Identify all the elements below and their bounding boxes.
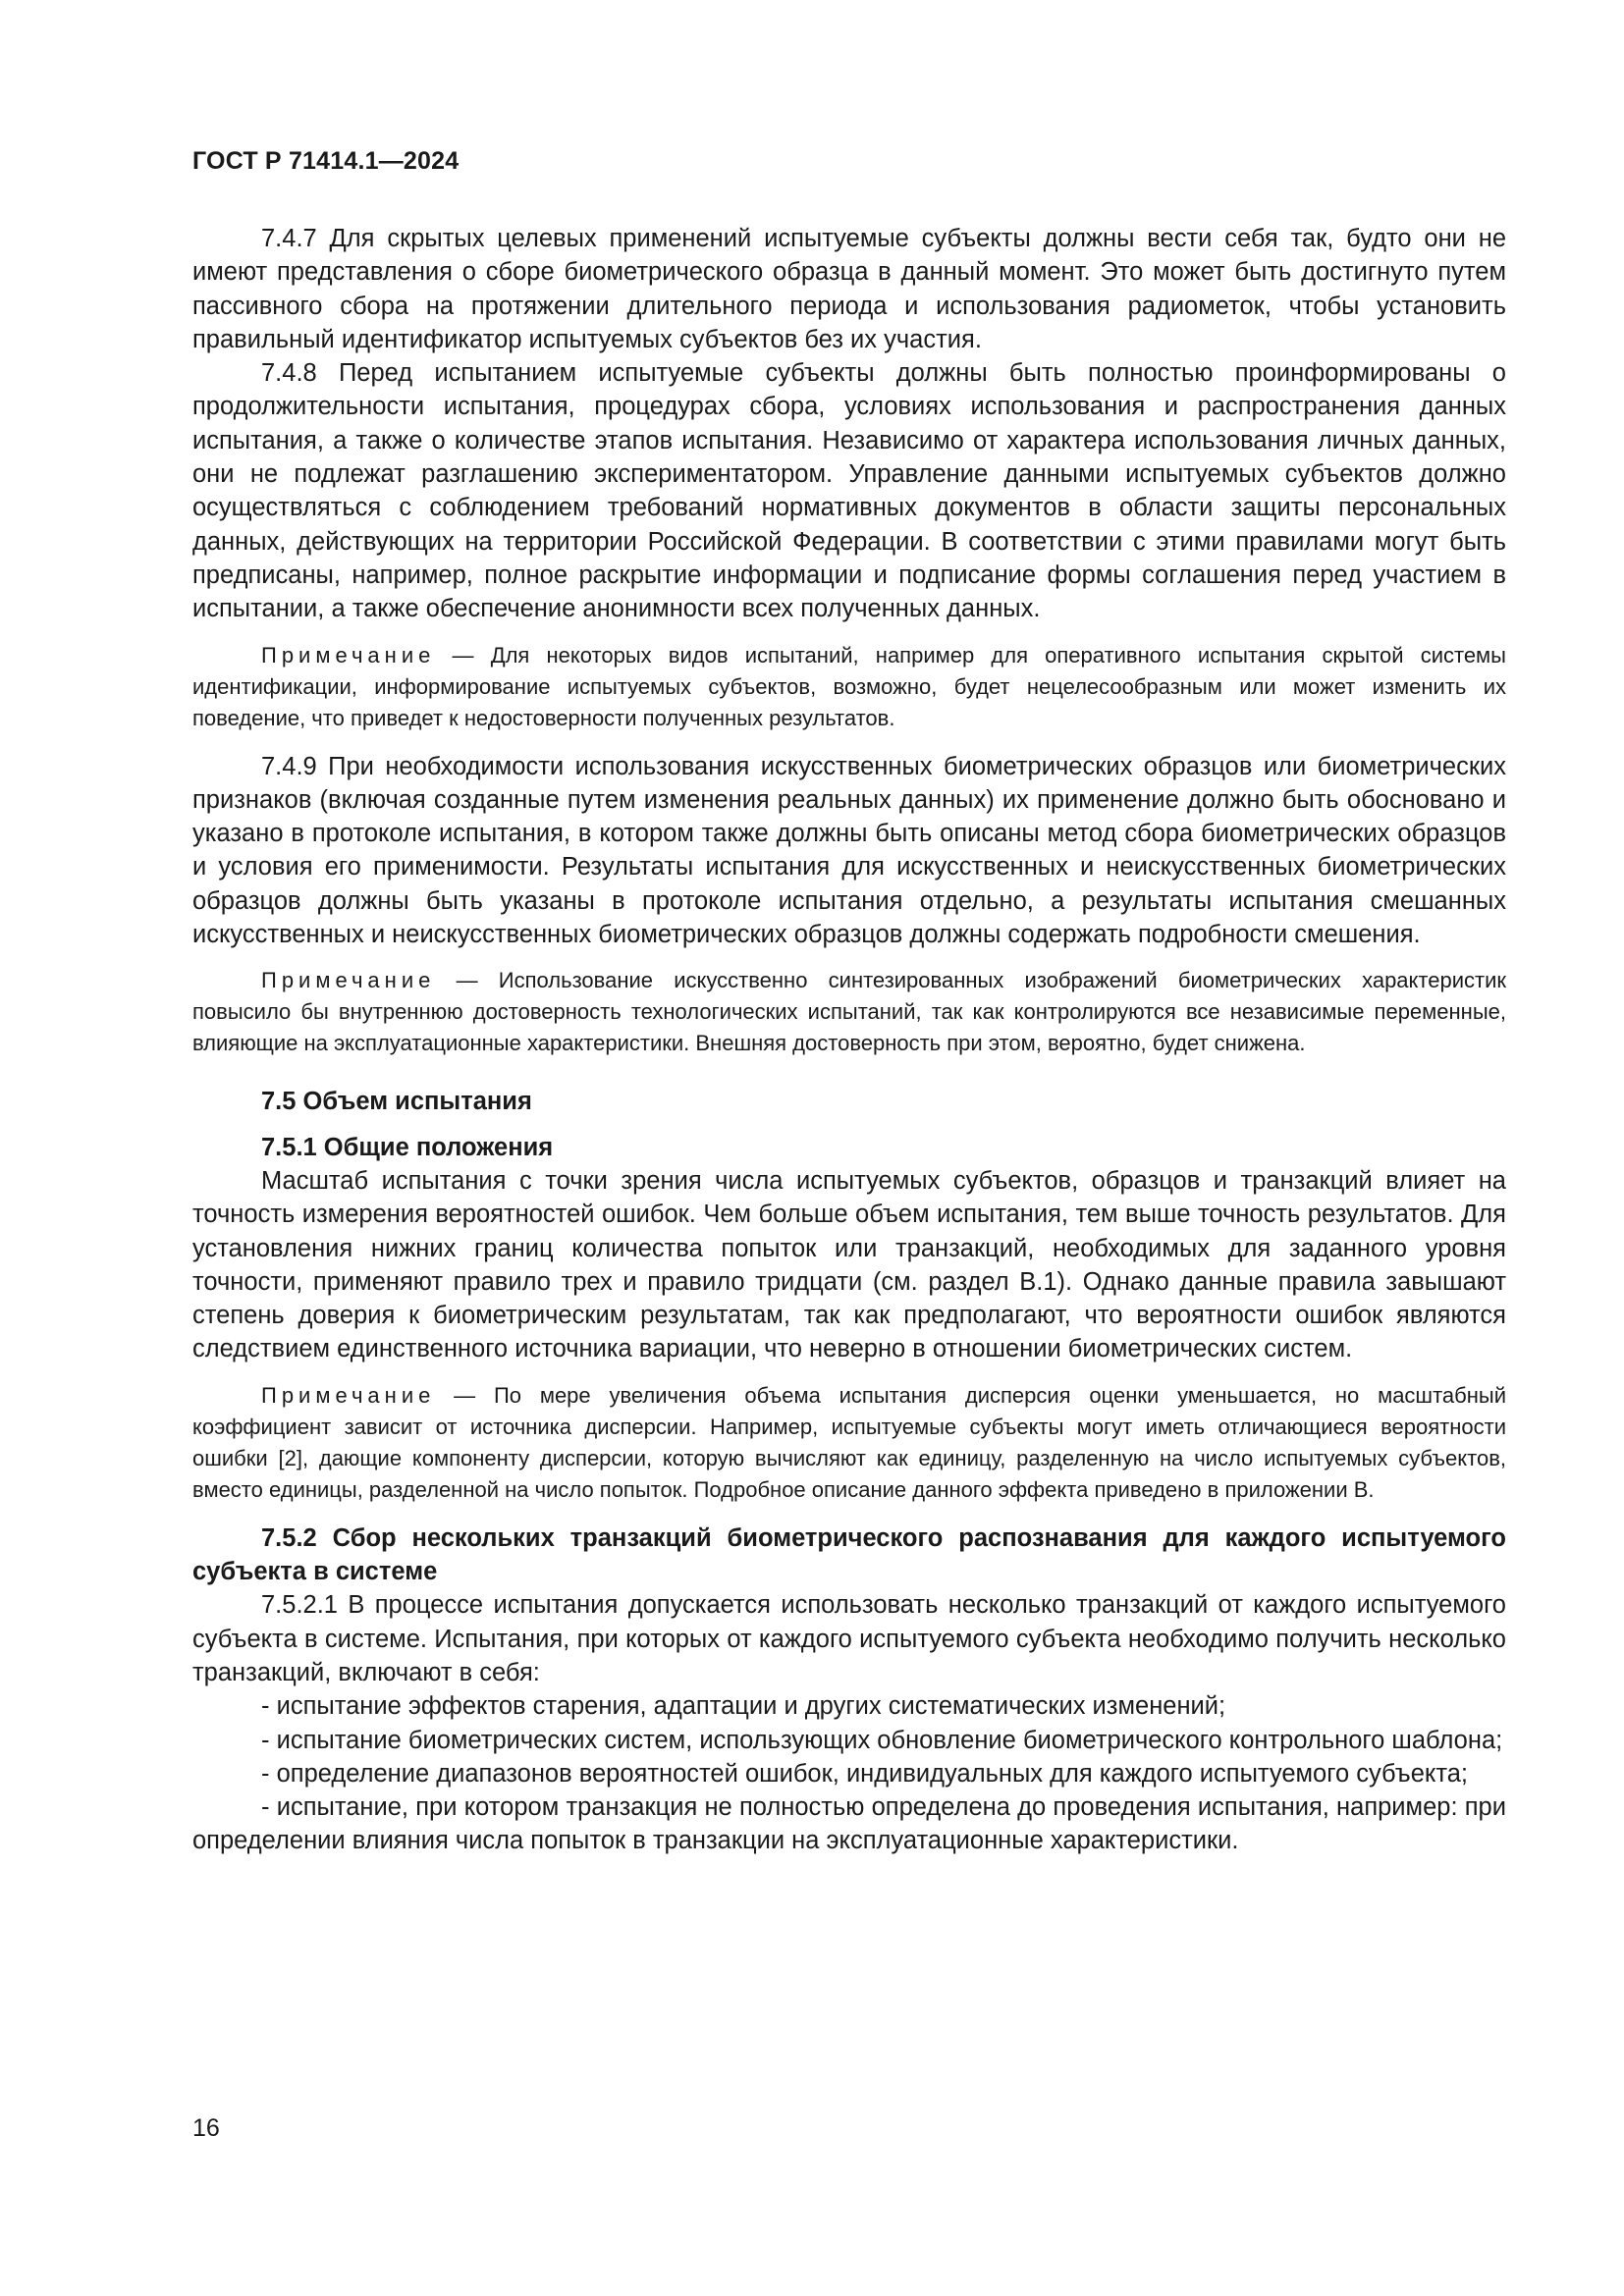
note-text: — Для некоторых видов испытаний, например для оперативного испытания скрытой системы идентификации, информирование испытуемых субъектов, возможно, будет нецелесообразным или может изменить их поведение, что приведет к недостоверности полученных результатов. [192, 642, 1506, 730]
page-number: 16 [192, 2114, 220, 2142]
heading-7-5-1: 7.5.1 Общие положения [261, 1133, 554, 1161]
list-item: - определение диапазонов вероятностей ошибок, индивидуальных для каждого испытуемого субъекта; [261, 1759, 1469, 1788]
paragraph-7-4-7: 7.4.7 Для скрытых целевых применений испытуемые субъекты должны вести себя так, будто они не имеют представления о сборе биометрического образца в данный момент. Это может быть достигнуто путем пассивного сбора на протяжении длительного периода и использования радиометок, чтобы установить правильный идентификатор испытуемых субъектов без их участия. [192, 225, 1506, 353]
standard-header: ГОСТ Р 71414.1—2024 [192, 147, 460, 175]
note-label: Примечание [261, 968, 436, 993]
paragraph-7-4-8: 7.4.8 Перед испытанием испытуемые субъекты должны быть полностью проинформированы о продолжительности испытания, процедурах сбора, условиях использования и распространения данных испытания, а также о количестве этапов испытания. Независимо от характера использования личных данных, они не подлежат разглашению экспериментатором. Управление данными испытуемых субъектов должно осуществляться с соблюдением требований нормативных документов в области защиты персональных данных, действующих на территории Российской Федерации. В соответствии с этими правилами могут быть предписаны, например, полное раскрытие информации и подписание формы соглашения перед участием в испытании, а также обеспечение анонимности всех полученных данных. [192, 359, 1506, 623]
list-item: - испытание, при котором транзакция не полностью определена до проведения испытания, например: при определении влияния числа попыток в транзакции на эксплуатационные характеристики. [192, 1793, 1506, 1855]
note-label: Примечание [261, 642, 436, 667]
heading-7-5: 7.5 Объем испытания [261, 1088, 532, 1116]
note-3 [192, 1380, 1506, 1506]
paragraph-7-5-1: Масштаб испытания с точки зрения числа испытуемых субъектов, образцов и транзакций влияет на точность измерения вероятностей ошибок. Чем больше объем испытания, тем выше точность результатов. Для установления нижних границ количества попыток или транзакций, необходимых для заданного уровня точности, применяют правило трех и правило тридцати (см. раздел В.1). Однако данные правила завышают степень доверия к биометрическим результатам, так как предполагают, что вероятности ошибок являются следствием единственного источника вариации, что неверно в отношении биометрических систем. [192, 1166, 1506, 1363]
list-item: - испытание эффектов старения, адаптации и других систематических изменений; [261, 1692, 1226, 1721]
note-1 [192, 640, 1506, 734]
note-2 [192, 965, 1506, 1059]
note-label: Примечание [261, 1382, 436, 1408]
paragraph-7-4-9: 7.4.9 При необходимости использования искусственных биометрических образцов или биометрических признаков (включая созданные путем изменения реальных данных) их применение должно быть обосновано и указано в протоколе испытания, в котором также должны быть описаны метод сбора биометрических образцов и условия его применимости. Результаты испытания для искусственных и неискусственных биометрических образцов должны быть указаны в протоколе испытания отдельно, а результаты испытания смешанных искусственных и неискусственных биометрических образцов должны содержать подробности смешения. [192, 752, 1506, 949]
list-item: - испытание биометрических систем, использующих обновление биометрического контрольного шаблона; [261, 1726, 1503, 1754]
note-text: — Использование искусственно синтезированных изображений биометрических характеристик повысило бы внутреннюю достоверность технологических испытаний, так как контролируются все независимые переменные, влияющие на эксплуатационные характеристики. Внешняя достоверность при этом, вероятно, будет снижена. [192, 968, 1506, 1056]
paragraph-7-5-2-1: 7.5.2.1 В процессе испытания допускается использовать несколько транзакций от каждого испытуемого субъекта в системе. Испытания, при которых от каждого испытуемого субъекта необходимо получить несколько транзакций, включают в себя: [192, 1591, 1506, 1686]
note-text: — По мере увеличения объема испытания дисперсия оценки уменьшается, но масштабный коэффициент зависит от источника дисперсии. Например, испытуемые субъекты могут иметь отличающиеся вероятности ошибки [2], дающие компоненту дисперсии, которую вычисляют как единицу, разделенную на число испытуемых субъектов, вместо единицы, разделенной на число попыток. Подробное описание данного эффекта приведено в приложении В. [192, 1382, 1506, 1502]
document-body [192, 222, 1506, 1858]
heading-7-5-2: 7.5.2 Сбор нескольких транзакций биометрического распознавания для каждого испытуемого субъекта в системе [192, 1523, 1506, 1586]
